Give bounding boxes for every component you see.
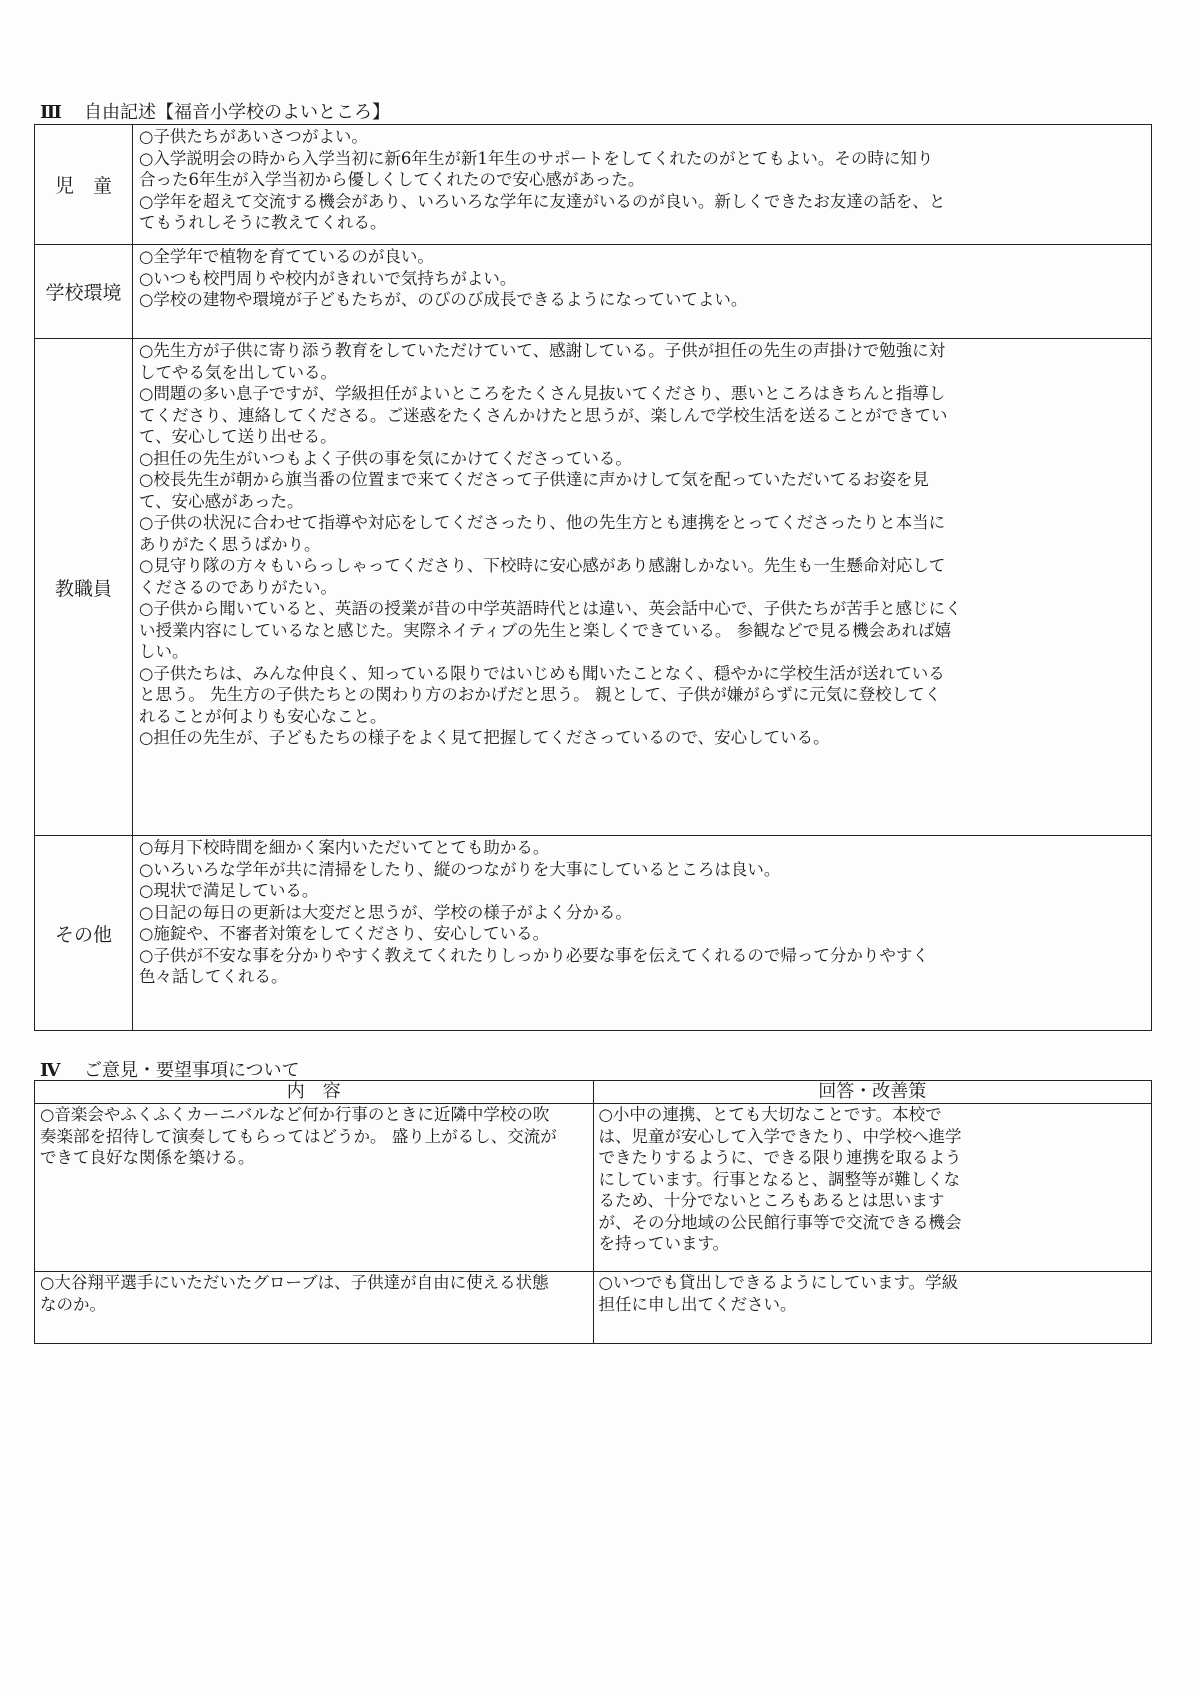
comment-line: 色々話してくれる。 (139, 967, 288, 986)
answer-cell (593, 1272, 1152, 1344)
opinion-cell (35, 1104, 594, 1272)
table-row (35, 836, 1152, 1031)
comment-line: ○施錠や、不審者対策をしてくださり、安心している。 (139, 924, 550, 943)
comment-line: ○現状で満足している。 (139, 881, 319, 900)
comment-line: しい。 (139, 642, 189, 661)
comment-line: ○日記の毎日の更新は大変だと思うが、学校の様子がよく分かる。 (139, 902, 632, 922)
table-row (35, 339, 1152, 836)
answer-line: るため、十分でないところもあるとは思います (598, 1191, 945, 1210)
answer-line: を持っています。 (598, 1234, 730, 1253)
comment-line: ○子供が不安な事を分かりやすく教えてくれたりしっかり必要な事を伝えてくれるので帰って分かりやすく (139, 945, 929, 965)
section3-table (34, 124, 1152, 1031)
answer-line: が、その分地域の公民館行事等で交流できる機会 (598, 1212, 962, 1232)
column-header-content: 内 容 (35, 1081, 594, 1104)
comment-cell (133, 245, 1152, 339)
comment-line: て、安心して送り出せる。 (139, 427, 337, 446)
answer-line: 担任に申し出てください。 (598, 1294, 797, 1314)
comment-line: ○いつも校門周りや校内がきれいで気持ちがよい。 (139, 268, 517, 288)
opinion-line: なのか。 (40, 1294, 106, 1314)
comment-line: ○先生方が子供に寄り添う教育をしていただけていて、感謝している。子供が担任の先生の声掛けで勉強に対 (139, 341, 946, 360)
section4-table (34, 1080, 1152, 1344)
answer-line: ○いつでも貸出しできるようにしています。学級 (598, 1273, 959, 1292)
comment-cell (133, 836, 1152, 1031)
opinion-line: ○大谷翔平選手にいただいたグローブは、子供達が自由に使える状態 (40, 1273, 549, 1292)
comment-line: と思う。 先生方の子供たちとの関わり方のおかげだと思う。 親として、子供が嫌がらずに元気に登校してく (139, 685, 942, 704)
category-cell: 児 童 (35, 125, 133, 245)
answer-line: できたりするように、できる限り連携を取るよう (598, 1148, 962, 1167)
comment-line: ○校長先生が朝から旗当番の位置まで来てくださって子供達に声かけして気を配っていただいてるお姿を見 (139, 470, 929, 489)
answer-line: にしています。行事となると、調整等が難しくな (598, 1169, 961, 1189)
comment-line: てもうれしそうに教えてくれる。 (139, 213, 387, 232)
comment-line: ○全学年で植物を育てているのが良い。 (139, 247, 434, 266)
comment-line: ○問題の多い息子ですが、学級担任がよいところをたくさん見抜いてくださり、悪いところはきちんと指導し (139, 384, 946, 403)
comment-line: ○子供から聞いていると、英語の授業が昔の中学英語時代とは違い、英会話中心で、子供たちが苦手と感じにく (139, 599, 962, 618)
comment-line: ○子供たちは、みんな仲良く、知っている限りではいじめも聞いたことなく、穏やかに学校生活が送れている (139, 663, 945, 683)
section4-title: ご意見・要望事項について (84, 1060, 300, 1081)
answer-cell (593, 1104, 1152, 1272)
column-header-answer: 回答・改善策 (593, 1081, 1152, 1104)
comment-line: ○入学説明会の時から入学当初に新6年生が新1年生のサポートをしてくれたのがとてもよい。その時に知り (139, 148, 934, 168)
comment-line: ○担任の先生が、子どもたちの様子をよく見て把握してくださっているので、安心している。 (139, 728, 830, 747)
comment-line: してやる気を出している。 (139, 362, 337, 382)
comment-line: てくださり、連絡してくださる。ご迷惑をたくさんかけたと思うが、楽しんで学校生活を送ることができてい (139, 405, 948, 425)
section4-heading (40, 1060, 300, 1082)
category-cell: 学校環境 (35, 245, 133, 339)
comment-line: ○担任の先生がいつもよく子供の事を気にかけてくださっている。 (139, 448, 632, 468)
comment-line: ○いろいろな学年が共に清掃をしたり、縦のつながりを大事にしているところは良い。 (139, 859, 781, 879)
table-header-row (35, 1081, 1152, 1104)
category-cell: 教職員 (35, 339, 133, 836)
opinion-cell (35, 1272, 594, 1344)
comment-line: ○学年を超えて交流する機会があり、いろいろな学年に友達がいるのが良い。新しくできたお友達の話を、と (139, 191, 946, 211)
comment-line: ○毎月下校時間を細かく案内いただいてとても助かる。 (139, 838, 550, 857)
comment-cell (133, 339, 1152, 836)
answer-line: ○小中の連携、とても大切なことです。本校で (598, 1105, 942, 1124)
comment-line: ○学校の建物や環境が子どもたちが、のびのび成長できるようになっていてよい。 (139, 290, 748, 309)
comment-line: ありがたく思うばかり。 (139, 534, 321, 554)
table-row (35, 1104, 1152, 1272)
comment-line: ○子供たちがあいさつがよい。 (139, 127, 368, 146)
section3-number: Ⅲ (40, 102, 62, 123)
section4-number: Ⅳ (40, 1060, 61, 1081)
section3-heading (40, 102, 390, 124)
comment-line: れることが何よりも安心なこと。 (139, 706, 387, 726)
category-cell: その他 (35, 836, 133, 1031)
table-row (35, 245, 1152, 339)
opinion-line: できて良好な関係を築ける。 (40, 1148, 255, 1167)
table-row (35, 1272, 1152, 1344)
comment-line: 合った6年生が入学当初から優しくしてくれたので安心感があった。 (139, 170, 645, 189)
comment-line: くださるのでありがたい。 (139, 577, 337, 597)
comment-line: い授業内容にしているなと感じた。実際ネイティブの先生と楽しくできている。 参観などで見る機会あれば嬉 (139, 620, 952, 640)
comment-cell (133, 125, 1152, 245)
opinion-line: ○音楽会やふくふくカーニバルなど何か行事のときに近隣中学校の吹 (40, 1105, 550, 1124)
comment-line: ○見守り隊の方々もいらっしゃってくださり、下校時に安心感があり感謝しかない。先生も一生懸命対応して (139, 556, 946, 575)
comment-line: ○子供の状況に合わせて指導や対応をしてくださったり、他の先生方とも連携をとってくださったりと本当に (139, 513, 946, 532)
section3-title: 自由記述【福音小学校のよいところ】 (84, 102, 390, 123)
table-row (35, 125, 1152, 245)
opinion-line: 奏楽部を招待して演奏してもらってはどうか。 盛り上がるし、交流が (40, 1126, 557, 1146)
comment-line: て、安心感があった。 (139, 491, 304, 511)
answer-line: は、児童が安心して入学できたり、中学校へ進学 (598, 1126, 962, 1146)
